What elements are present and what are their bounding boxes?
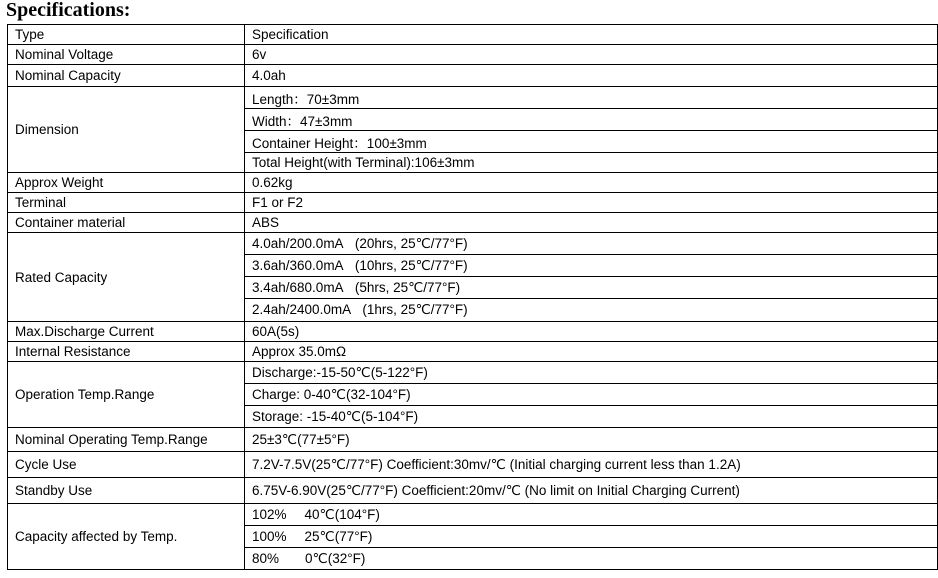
row-value: Discharge:-15-50℃(5-122°F) [245, 362, 938, 384]
row-value: 3.4ah/680.0mA (5hrs, 25℃/77°F) [245, 277, 938, 299]
table-row [8, 233, 938, 255]
table-header-row [8, 25, 938, 45]
row-value: ABS [245, 213, 938, 233]
row-value: Charge: 0-40℃(32-104°F) [245, 384, 938, 406]
capacity-percent: 102% [252, 506, 287, 522]
table-row [8, 478, 938, 504]
table-row [8, 342, 938, 362]
row-value: Total Height(with Terminal):106±3mm [245, 153, 938, 173]
page-title: Specifications: [6, 0, 131, 21]
row-label: Terminal [8, 193, 245, 213]
row-value: 4.0ah/200.0mA (20hrs, 25℃/77°F) [245, 233, 938, 255]
row-value: Length：70±3mm [245, 87, 938, 109]
table-row [8, 45, 938, 65]
specifications-table [7, 24, 938, 570]
table-row [8, 452, 938, 478]
row-value: 6v [245, 45, 938, 65]
table-row [8, 193, 938, 213]
row-value: Container Height：100±3mm [245, 131, 938, 153]
row-label: Standby Use [8, 478, 245, 504]
row-value: 6.75V-6.90V(25℃/77°F) Coefficient:20mv/℃ (No limit on Initial Charging Current) [245, 478, 938, 504]
row-label: Approx Weight [8, 173, 245, 193]
row-value: 60A(5s) [245, 322, 938, 342]
table-row [8, 322, 938, 342]
row-label: Container material [8, 213, 245, 233]
row-value: 2.4ah/2400.0mA (1hrs, 25℃/77°F) [245, 299, 938, 322]
table-row [8, 65, 938, 87]
row-value: 3.6ah/360.0mA (10hrs, 25℃/77°F) [245, 255, 938, 277]
row-value [245, 504, 938, 526]
row-label: Dimension [8, 87, 245, 173]
row-label: Cycle Use [8, 452, 245, 478]
row-label: Internal Resistance [8, 342, 245, 362]
row-label: Nominal Operating Temp.Range [8, 428, 245, 452]
row-label: Nominal Voltage [8, 45, 245, 65]
capacity-temperature: 40℃(104°F) [304, 506, 380, 522]
table-row [8, 213, 938, 233]
row-label: Rated Capacity [8, 233, 245, 322]
row-value: 0.62kg [245, 173, 938, 193]
row-value: 4.0ah [245, 65, 938, 87]
row-value: 25±3℃(77±5°F) [245, 428, 938, 452]
table-row [8, 362, 938, 384]
header-specification: Specification [245, 25, 938, 45]
row-value: Storage: -15-40℃(5-104°F) [245, 406, 938, 428]
row-value [245, 548, 938, 570]
row-label: Operation Temp.Range [8, 362, 245, 428]
capacity-percent: 100% [252, 528, 287, 544]
capacity-temperature: 25℃(77°F) [304, 528, 373, 544]
row-value: F1 or F2 [245, 193, 938, 213]
table-row [8, 87, 938, 109]
row-value [245, 526, 938, 548]
row-value: 7.2V-7.5V(25℃/77°F) Coefficient:30mv/℃ (Initial charging current less than 1.2A) [245, 452, 938, 478]
row-value: Approx 35.0mΩ [245, 342, 938, 362]
row-value: Width：47±3mm [245, 109, 938, 131]
row-label: Max.Discharge Current [8, 322, 245, 342]
row-label: Nominal Capacity [8, 65, 245, 87]
row-label: Capacity affected by Temp. [8, 504, 245, 570]
table-row [8, 504, 938, 526]
capacity-temperature: 0℃(32°F) [305, 550, 366, 566]
table-row [8, 428, 938, 452]
capacity-percent: 80% [252, 550, 280, 566]
header-type: Type [8, 25, 245, 45]
table-row [8, 173, 938, 193]
